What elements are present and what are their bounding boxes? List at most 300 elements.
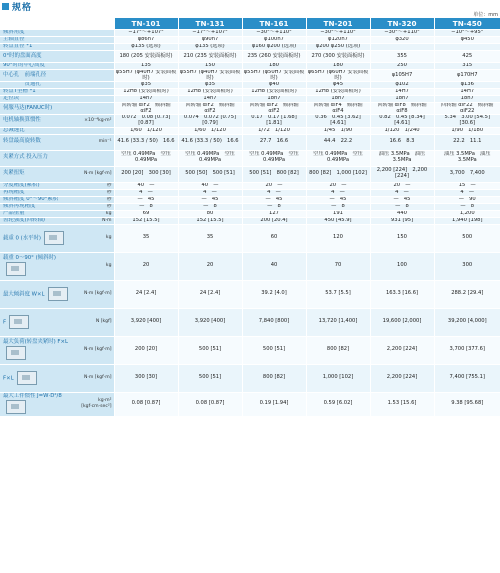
spec-value: 24 [2.4]	[178, 280, 242, 308]
spec-value: 44.4 22.2	[306, 134, 370, 150]
spec-value: 0.074 0.072 [0.75] [0.79]	[178, 115, 242, 127]
spec-value: φ105H7	[370, 70, 434, 82]
spec-value: 1/120 1/240	[370, 127, 434, 134]
spec-unit: min⁻¹	[78, 134, 114, 150]
spec-label-text: 齿轮强度(回转轴)	[3, 217, 45, 223]
spec-unit	[78, 103, 114, 115]
spec-value: 800 [82]	[306, 336, 370, 364]
spec-row	[0, 217, 500, 224]
spec-value: 4 —	[114, 189, 178, 196]
spec-row	[0, 308, 500, 336]
spec-value: 9.38 [95.68]	[434, 392, 500, 416]
spec-value: 回转轴 αiF2 倾斜轴 αiF2	[242, 103, 306, 115]
spec-value: 1,000 [102]	[306, 364, 370, 392]
spec-value: — 8	[434, 203, 500, 210]
spec-label	[0, 96, 78, 103]
spec-value: 12H8 (安装面板时)	[114, 89, 178, 96]
spec-value: 3,920 [400]	[178, 308, 242, 336]
spec-value: 18h7	[306, 96, 370, 103]
spec-value: 300	[434, 252, 500, 280]
spec-value: 2,200 [224] 2,200 [224]	[370, 166, 434, 182]
spec-value: 4 —	[306, 189, 370, 196]
spec-value: φ55H7 (φ40H7 安装面板时)	[179, 69, 241, 81]
spec-row	[0, 127, 500, 134]
spec-value: 150	[370, 224, 434, 252]
spec-unit: 秒	[78, 203, 114, 210]
spec-value: 24 [2.4]	[114, 280, 178, 308]
spec-value: — 8	[306, 203, 370, 210]
spec-value: 4 —	[370, 189, 434, 196]
spec-value: — 8	[370, 203, 434, 210]
spec-value: φ135 (选项)	[114, 44, 178, 51]
spec-value: 14h7	[178, 96, 242, 103]
spec-value: 41.6 (33.3 / 50) 16.6	[114, 134, 178, 150]
spec-value: 39.2 [4.0]	[242, 280, 306, 308]
spec-label-text: 倾斜角度	[3, 29, 25, 36]
spec-value: 931 [95]	[370, 217, 434, 224]
spec-unit: kg·m² [kgf·cm·sec²]	[78, 392, 114, 416]
spec-value: 180 (205 安装面板时)	[114, 51, 178, 63]
spec-value: φ35	[178, 82, 242, 89]
spec-unit: 秒	[78, 189, 114, 196]
spec-value: 0.82 0.45 [8.34] [4.61]	[370, 115, 434, 127]
spec-value: φ320	[370, 37, 434, 44]
spec-row	[0, 364, 500, 392]
header-blank	[0, 18, 114, 30]
spec-value: 12H8 (安装面板时)	[306, 89, 370, 96]
spec-value: — 8	[114, 203, 178, 210]
spec-value: 5.34 3.00 [54.5] [30.6]	[434, 115, 500, 127]
spec-value: 0.08 [0.87]	[178, 392, 242, 416]
spec-value: 1/60 1/120	[114, 127, 178, 134]
spec-row	[0, 51, 500, 63]
spec-unit	[78, 30, 114, 37]
spec-value: 12H8 (安装面板时)	[242, 89, 306, 96]
spec-row	[0, 252, 500, 280]
spec-unit	[78, 82, 114, 89]
spec-value: φ120h7	[306, 37, 370, 44]
spec-value: 69	[114, 210, 178, 217]
spec-row	[0, 392, 500, 416]
spec-label	[0, 115, 78, 127]
spec-value: −17°～+107°	[178, 30, 242, 37]
spec-value: 12H8 (安装面板时)	[178, 89, 242, 96]
spec-value: φ160 φ200 (选项)	[242, 44, 306, 51]
spec-label	[0, 63, 78, 70]
spec-unit: 秒	[78, 196, 114, 203]
spec-value: 200 [20]	[114, 336, 178, 364]
spec-value: φ65H7 (φ60H7 安装面板时)	[307, 69, 369, 81]
spec-value: 空压 0.49MPa 空压 0.49MPa	[178, 150, 242, 166]
spec-value: — 8	[242, 203, 306, 210]
spec-row	[0, 189, 500, 196]
spec-value	[370, 44, 434, 51]
spec-value: −17°～+107°	[114, 30, 178, 37]
title-square-icon	[2, 3, 9, 10]
load-diagram-icon	[17, 371, 37, 385]
spec-value: — 45	[242, 196, 306, 203]
spec-value: 0.19 [1.94]	[242, 392, 306, 416]
spec-label-text: 最大倾斜度 W×L	[3, 291, 45, 298]
spec-label-text: 伺服马达(FANUC时)	[3, 104, 53, 111]
spec-value: 4 —	[178, 189, 242, 196]
spec-value: φ55H7 (φ50H7 安装面板时)	[243, 69, 305, 81]
spec-value: 150	[178, 63, 242, 70]
spec-label-text: 贯通孔	[3, 81, 41, 88]
spec-value: 1,940 [198]	[434, 217, 500, 224]
spec-value: 80	[178, 210, 242, 217]
spec-unit	[78, 51, 114, 63]
spec-value: 回转轴 αiF22 倾斜轴 αiF22	[434, 103, 500, 115]
model-header: TN-320	[370, 18, 434, 30]
spec-value: 空压 0.49MPa 空压 0.49MPa	[114, 150, 178, 166]
spec-value: 0.072 0.08 [0.73] [0.87]	[114, 115, 178, 127]
spec-value: 0.08 [0.87]	[114, 392, 178, 416]
spec-value: 500 [51] 800 [82]	[242, 166, 306, 182]
spec-row	[0, 30, 500, 37]
spec-value: — 8	[178, 203, 242, 210]
spec-value: φ136	[434, 82, 500, 89]
spec-unit	[78, 96, 114, 103]
spec-label	[0, 364, 78, 392]
spec-row	[0, 203, 500, 210]
spec-row	[0, 196, 500, 203]
spec-value: φ170H7	[434, 70, 500, 82]
load-diagram-icon	[44, 231, 64, 245]
spec-row	[0, 103, 500, 115]
spec-value: 0.17 0.17 [1.68] [1.81]	[242, 115, 306, 127]
spec-label	[0, 134, 78, 150]
spec-value: 空压 0.49MPa 空压 0.49MPa	[242, 150, 306, 166]
spec-row	[0, 37, 500, 44]
spec-value: φ450	[434, 37, 500, 44]
spec-value: — 45	[114, 196, 178, 203]
spec-value: 288.2 [29.4]	[434, 280, 500, 308]
spec-value: 3,700 [377.6]	[434, 336, 500, 364]
spec-value: φ100h7	[242, 37, 306, 44]
spec-value: 3,700 7,400	[434, 166, 500, 182]
spec-table-body	[0, 30, 500, 417]
spec-value: 14h7	[114, 96, 178, 103]
spec-unit	[78, 150, 114, 166]
spec-label-text: 产品重量	[3, 210, 25, 216]
spec-value: 163.3 [16.6]	[370, 280, 434, 308]
spec-value: 39,200 [4,000]	[434, 308, 500, 336]
spec-value: −30°～+110°	[242, 30, 306, 37]
model-header: TN-101	[114, 18, 178, 30]
spec-value: 22.2 11.1	[434, 134, 500, 150]
spec-value: 20	[178, 252, 242, 280]
spec-value: −30°～+110°	[370, 30, 434, 37]
spec-value: — 45	[178, 196, 242, 203]
spec-value: 15 —	[434, 182, 500, 189]
spec-value: 800 [82] 1,000 [102]	[306, 166, 370, 182]
spec-value: −30°～+110°	[306, 30, 370, 37]
spec-value: 120	[306, 224, 370, 252]
spec-label	[0, 103, 78, 115]
spec-row	[0, 336, 500, 364]
spec-value: 7,400 [755.1]	[434, 364, 500, 392]
spec-value: 14H7	[434, 89, 500, 96]
spec-value: 100	[370, 252, 434, 280]
spec-row	[0, 115, 500, 127]
spec-value: φ40	[242, 82, 306, 89]
spec-label-text: 夹紧方式 投入压力	[3, 154, 48, 161]
spec-label	[0, 127, 78, 134]
spec-label-text: 总减速比	[3, 127, 25, 133]
spec-label	[0, 308, 78, 336]
spec-row	[0, 63, 500, 70]
spec-row	[0, 224, 500, 252]
spec-value: 315	[434, 63, 500, 70]
spec-value: 18h7	[242, 96, 306, 103]
spec-value: 200 [20.4]	[242, 217, 306, 224]
model-header: TN-201	[306, 18, 370, 30]
spec-value: 180	[242, 63, 306, 70]
spec-label	[0, 182, 78, 189]
spec-unit	[78, 37, 114, 44]
spec-unit	[78, 44, 114, 51]
spec-value: 0.36 0.45 [3.62] [4.61]	[306, 115, 370, 127]
spec-row	[0, 82, 500, 89]
spec-label-text: 载重 0～90° (倾斜时)	[3, 255, 56, 262]
spec-value: 500 [51]	[178, 336, 242, 364]
spec-value: 355	[370, 51, 434, 63]
spec-value	[434, 44, 500, 51]
load-diagram-icon	[6, 400, 26, 414]
spec-unit	[78, 89, 114, 96]
spec-value: 2,200 [224]	[370, 336, 434, 364]
spec-value: 1.53 [15.6]	[370, 392, 434, 416]
spec-value: 14H7	[370, 89, 434, 96]
spec-unit: N [kgf]	[78, 308, 114, 336]
model-header: TN-131	[178, 18, 242, 30]
spec-value: 1/60 1/120	[178, 127, 242, 134]
spec-label	[0, 217, 78, 224]
spec-label	[0, 82, 78, 89]
load-diagram-icon	[6, 346, 26, 360]
spec-unit: N·m [kgf·m]	[78, 280, 114, 308]
spec-value: 3,920 [400]	[114, 308, 178, 336]
spec-label-text: 最大工件惯性 J=W·D²/8	[3, 393, 62, 400]
spec-value: 450 [45.9]	[306, 217, 370, 224]
spec-label	[0, 336, 78, 364]
spec-table	[0, 18, 500, 417]
spec-value: 19,600 [2,000]	[370, 308, 434, 336]
spec-value: 152 [15.5]	[178, 217, 242, 224]
spec-value: 40 —	[114, 182, 178, 189]
spec-value: 40 —	[178, 182, 242, 189]
spec-value: 41.6 (33.3 / 50) 16.6	[178, 134, 242, 150]
spec-value: 40	[242, 252, 306, 280]
spec-value: 16.6 8.3	[370, 134, 434, 150]
spec-value: 20 —	[306, 182, 370, 189]
spec-row	[0, 182, 500, 189]
spec-label-text: 主轴直径	[3, 36, 25, 43]
spec-value: φ35	[114, 82, 178, 89]
spec-value: 440	[370, 210, 434, 217]
spec-unit: kg	[78, 224, 114, 252]
spec-value: 空压 0.49MPa 空压 0.49MPa	[306, 150, 370, 166]
spec-value: 180	[306, 63, 370, 70]
spec-unit: N·m	[78, 217, 114, 224]
spec-value: 4 —	[434, 189, 500, 196]
spec-row	[0, 89, 500, 96]
spec-label	[0, 210, 78, 217]
spec-value: 70	[306, 252, 370, 280]
spec-label	[0, 51, 78, 63]
spec-label	[0, 280, 78, 308]
spec-value: φ200 φ250 (选项)	[306, 44, 370, 51]
spec-value: 7,840 [800]	[242, 308, 306, 336]
spec-unit	[78, 70, 114, 82]
spec-row	[0, 280, 500, 308]
spec-value: 2,200 [224]	[370, 364, 434, 392]
spec-value: 1/90 1/180	[434, 127, 500, 134]
spec-value: −10°～+95°	[434, 30, 500, 37]
spec-label-text: F×L	[3, 375, 14, 382]
spec-unit: N·m [kgf·m]	[78, 364, 114, 392]
spec-value: 35	[114, 224, 178, 252]
spec-label-text: 中心孔 前端孔径	[3, 71, 47, 78]
spec-value: 1/45 1/90	[306, 127, 370, 134]
spec-label	[0, 224, 78, 252]
spec-label	[0, 203, 78, 210]
spec-value: 35	[178, 224, 242, 252]
spec-value: 20 —	[242, 182, 306, 189]
spec-row	[0, 166, 500, 182]
spec-label	[0, 196, 78, 203]
spec-value: φ90h7	[178, 37, 242, 44]
title-bar	[0, 0, 500, 12]
spec-value: 152 [15.5]	[114, 217, 178, 224]
spec-label-text: 倾斜再现精度	[3, 203, 36, 209]
spec-value: 18h7	[370, 96, 434, 103]
spec-label	[0, 44, 78, 51]
spec-row	[0, 70, 500, 82]
spec-label-text: 转盘T型槽 *1	[3, 88, 36, 95]
spec-unit: N·m [kgf·m]	[78, 166, 114, 182]
load-diagram-icon	[9, 315, 29, 329]
spec-unit: kg	[78, 252, 114, 280]
spec-label-text: 倾斜精度 0°～90°累积	[3, 196, 59, 202]
spec-label	[0, 70, 78, 82]
spec-value: 300 [30]	[114, 364, 178, 392]
spec-value: 135	[114, 63, 178, 70]
spec-label-text: 90°时的中心高度	[3, 62, 45, 69]
spec-value: φ135 (选项)	[178, 44, 242, 51]
spec-unit: kg	[78, 210, 114, 217]
load-diagram-icon	[6, 262, 26, 276]
spec-value: φ55H7 (φ40H7 安装面板时)	[115, 69, 177, 81]
spec-value: φ102	[370, 82, 434, 89]
spec-value: 500 [51]	[178, 364, 242, 392]
spec-value: 4 —	[242, 189, 306, 196]
spec-unit: N·m [kgf·m]	[78, 336, 114, 364]
spec-value: 18h7	[434, 96, 500, 103]
spec-value: — 45	[370, 196, 434, 203]
spec-value: 425	[434, 51, 500, 63]
spec-value: 回转轴 αiF2 倾斜轴 αiF2	[178, 103, 242, 115]
spec-label-text: 转盘最高旋转数	[3, 138, 41, 145]
unit-label: 单位：mm	[473, 12, 498, 18]
spec-value: φ45	[306, 82, 370, 89]
spec-value: 500 [51]	[242, 336, 306, 364]
spec-value: — 90	[434, 196, 500, 203]
spec-value: 1/72 1/120	[242, 127, 306, 134]
spec-row	[0, 134, 500, 150]
spec-label-text: 夹紧扭矩	[3, 170, 25, 177]
spec-row	[0, 44, 500, 51]
spec-value: 127	[242, 210, 306, 217]
spec-value: 油压 3.5MPa 油压 3.5MPa	[434, 150, 500, 166]
spec-label-text: 0°时的盘面高度	[3, 52, 42, 59]
spec-row	[0, 210, 500, 217]
spec-value: 20 —	[370, 182, 434, 189]
spec-value: 13,720 [1,400]	[306, 308, 370, 336]
spec-value: 53.7 [5.5]	[306, 280, 370, 308]
spec-value: 回转轴 αiF4 倾斜轴 αiF4	[306, 103, 370, 115]
model-header: TN-161	[242, 18, 306, 30]
spec-label	[0, 166, 78, 182]
page-title: 规格	[12, 2, 33, 13]
spec-unit: ×10⁻⁴kg·m²	[78, 115, 114, 127]
spec-value: 60	[242, 224, 306, 252]
spec-label	[0, 392, 78, 416]
spec-value: 250	[370, 63, 434, 70]
spec-value: 500 [50] 500 [51]	[178, 166, 242, 182]
spec-label-text: 定位块	[3, 95, 20, 102]
spec-value: 210 (235 安装面板时)	[178, 51, 242, 63]
spec-label-text: 最大负荷(转盘夹紧时) F×L	[3, 339, 69, 346]
spec-value: 1,200	[434, 210, 500, 217]
spec-row	[0, 150, 500, 166]
spec-value: 800 [82]	[242, 364, 306, 392]
spec-label	[0, 89, 78, 96]
spec-label	[0, 150, 78, 166]
spec-label	[0, 30, 78, 37]
spec-value: 油压 3.5MPa 油压 3.5MPa	[370, 150, 434, 166]
spec-label-text: 电机轴换算惯性	[3, 117, 41, 124]
spec-label-text: 转盘直径 *1	[3, 43, 33, 50]
spec-value: 回转轴 αiF8 倾斜轴 αiF8	[370, 103, 434, 115]
spec-label-text: 再现精度	[3, 189, 25, 195]
spec-unit: 秒	[78, 182, 114, 189]
spec-label-text: F	[3, 319, 7, 326]
load-diagram-icon	[48, 287, 68, 301]
spec-unit	[78, 127, 114, 134]
spec-value: 回转轴 αiF2 倾斜轴 αiF2	[114, 103, 178, 115]
spec-value: — 45	[306, 196, 370, 203]
spec-label	[0, 37, 78, 44]
spec-value: 200 [20] 300 [30]	[114, 166, 178, 182]
spec-label	[0, 252, 78, 280]
spec-label	[0, 189, 78, 196]
spec-value: 27.7 16.6	[242, 134, 306, 150]
model-header: TN-450	[434, 18, 500, 30]
spec-label-text: 载重 0 (水平时)	[3, 235, 42, 242]
header-row	[0, 18, 500, 30]
spec-value: 500	[434, 224, 500, 252]
spec-value: 270 (300 安装面板时)	[306, 51, 370, 63]
spec-label-text: 分度精度(累积)	[3, 182, 40, 188]
spec-row	[0, 96, 500, 103]
spec-value: 20	[114, 252, 178, 280]
spec-value: 191	[306, 210, 370, 217]
spec-value: φ86h7	[114, 37, 178, 44]
spec-value: 235 (260 安装面板时)	[242, 51, 306, 63]
spec-unit	[78, 63, 114, 70]
